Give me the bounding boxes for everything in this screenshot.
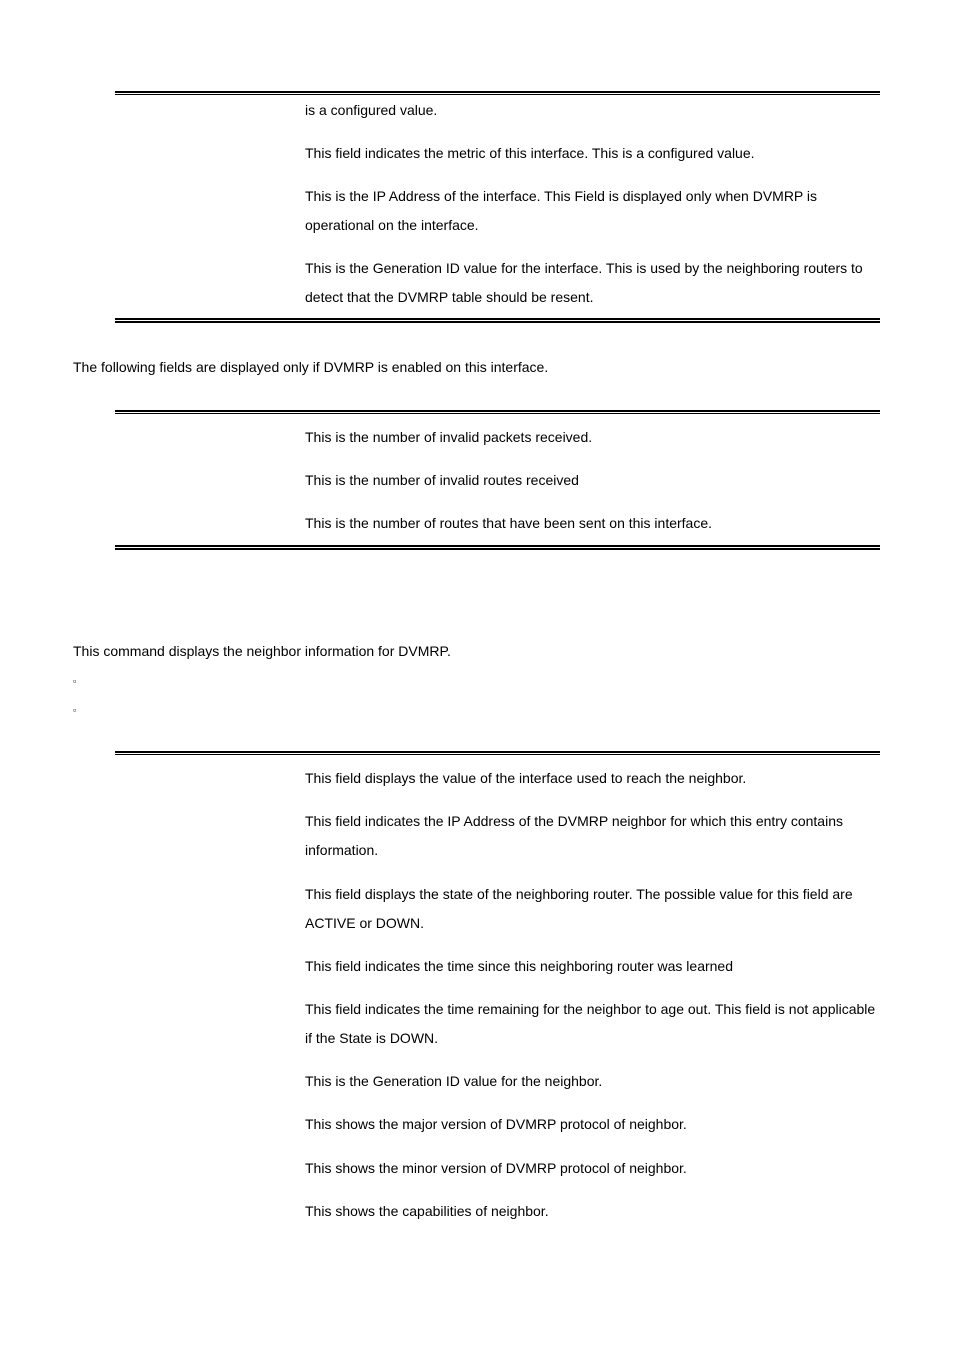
bullet-marker: ▫ <box>73 705 77 715</box>
table-bottom-rule <box>115 545 880 550</box>
field-description: This is the number of invalid packets received. <box>305 429 593 445</box>
field-description: This shows the minor version of DVMRP protocol of neighbor. <box>305 1160 687 1176</box>
table-bottom-rule <box>115 318 880 323</box>
field-description: This shows the capabilities of neighbor. <box>305 1203 549 1219</box>
field-description: This field indicates the IP Address of the DVMRP neighbor for which this entry contains information. <box>305 813 843 858</box>
field-description: This field indicates the metric of this interface. This is a configured value. <box>305 145 755 161</box>
field-description: This is the Generation ID value for the interface. This is used by the neighboring routers to detect that the DVMRP table should be resent. <box>305 260 863 305</box>
body-paragraph: This command displays the neighbor information for DVMRP. <box>73 643 451 659</box>
field-description: This field indicates the time since this neighboring router was learned <box>305 958 734 974</box>
table-top-rule <box>115 751 880 755</box>
field-description: This field indicates the time remaining for the neighbor to age out. This field is not applicable if the State is DOWN. <box>305 1001 876 1046</box>
field-description: This is the Generation ID value for the neighbor. <box>305 1073 603 1089</box>
field-description: This is the number of routes that have been sent on this interface. <box>305 515 713 531</box>
field-description: This field displays the value of the interface used to reach the neighbor. <box>305 770 747 786</box>
field-description: This field displays the state of the neighboring router. The possible value for this field are ACTIVE or DOWN. <box>305 886 853 931</box>
field-description: This is the number of invalid routes received <box>305 472 579 488</box>
body-paragraph: The following fields are displayed only if DVMRP is enabled on this interface. <box>73 359 549 375</box>
table-top-rule <box>115 410 880 414</box>
bullet-marker: ▫ <box>73 676 77 686</box>
table-top-rule <box>115 91 880 95</box>
field-description: This shows the major version of DVMRP protocol of neighbor. <box>305 1116 687 1132</box>
field-description: This is the IP Address of the interface. This Field is displayed only when DVMRP is operational on the interface. <box>305 188 818 233</box>
field-description: is a configured value. <box>305 102 438 118</box>
